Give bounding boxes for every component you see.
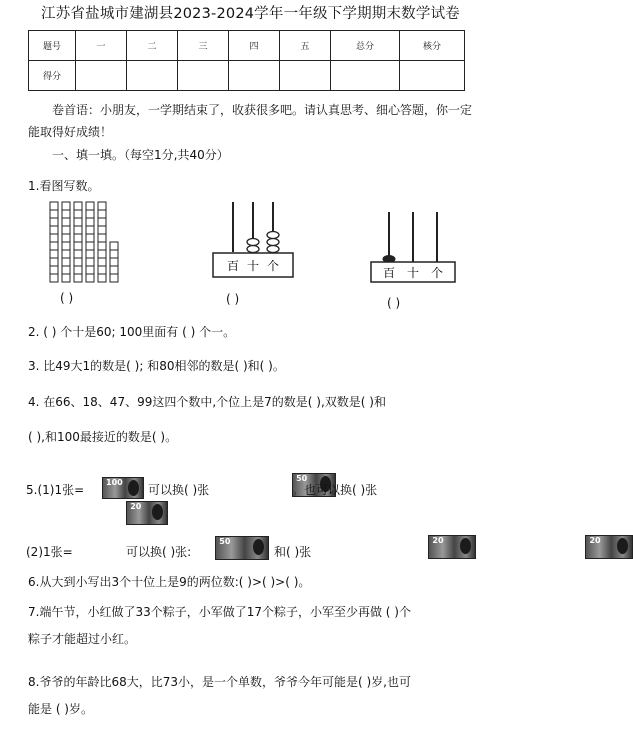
question-5-part-1-label: 5.(1)1张=	[26, 483, 85, 497]
banknote-50	[215, 536, 269, 560]
question-1: 1.看图写数。	[28, 179, 100, 193]
banknote-20	[428, 535, 476, 559]
score-table	[28, 30, 465, 91]
abacus-label-tens: 十	[246, 259, 260, 273]
abacus-label-tens: 十	[406, 266, 420, 280]
header-cell: 二	[127, 31, 178, 61]
question-5-part-1-text-2: 。也可以换( )张	[292, 483, 378, 497]
abacus-label-ones: 个	[430, 266, 444, 280]
banknote-value: 50	[219, 537, 231, 546]
question-4-line-1: 4. 在66、18、47、99这四个数中,个位上是7的数是( ),双数是( )和	[28, 395, 386, 409]
answer-blank-2[interactable]: ( )	[226, 292, 240, 306]
question-7-line-1: 7.端午节，小红做了33个粽子，小军做了17个粽子，小军至少再做 ( )个	[28, 605, 411, 619]
question-4-line-2: ( ),和100最接近的数是( )。	[28, 430, 178, 444]
question-6: 6.从大到小写出3个十位上是9的两位数:( )>( )>( )。	[28, 575, 311, 589]
page-title: 江苏省盐城市建湖县2023-2024学年一年级下学期期末数学试卷	[41, 6, 460, 22]
question-8-line-2: 能是 ( )岁。	[28, 702, 93, 716]
score-cell[interactable]	[229, 61, 280, 91]
abacus-figure-1	[205, 196, 305, 280]
header-cell: 三	[178, 31, 229, 61]
score-cell[interactable]	[280, 61, 331, 91]
question-5-part-1-text: 可以换( )张	[148, 483, 210, 497]
counting-sticks-figure	[40, 196, 150, 288]
answer-blank-1[interactable]: ( )	[60, 291, 74, 305]
score-table-header-row	[29, 31, 465, 61]
banknote-value: 20	[589, 536, 601, 545]
question-7-line-2: 粽子才能超过小红。	[28, 632, 137, 646]
score-table-score-row	[29, 61, 465, 91]
header-cell: 五	[280, 31, 331, 61]
preface-note: 卷首语：小朋友，一学期结束了，收获很多吧。请认真思考、细心答题，你一定能取得好成绩！	[28, 103, 473, 139]
score-cell[interactable]	[331, 61, 400, 91]
row-label: 得分	[29, 61, 76, 91]
score-cell[interactable]	[127, 61, 178, 91]
banknote-20	[126, 501, 168, 525]
answer-blank-3[interactable]: ( )	[387, 296, 401, 310]
header-cell: 核分	[400, 31, 465, 61]
score-cell[interactable]	[400, 61, 465, 91]
header-cell: 总分	[331, 31, 400, 61]
question-2: 2. ( ) 个十是60; 100里面有 ( ) 个一。	[28, 325, 236, 339]
header-cell: 四	[229, 31, 280, 61]
question-3: 3. 比49大1的数是( ); 和80相邻的数是( )和( )。	[28, 359, 285, 373]
abacus-label-ones: 个	[266, 259, 280, 273]
abacus-label-hundreds: 百	[382, 266, 396, 280]
question-5-part-2-and: 和( )张	[274, 545, 312, 559]
header-cell: 题号	[29, 31, 76, 61]
banknote-100	[102, 477, 144, 499]
score-cell[interactable]	[178, 61, 229, 91]
question-5-part-2-label: (2)1张=	[26, 545, 73, 559]
abacus-figure-2	[363, 208, 458, 284]
banknote-value: 50	[296, 474, 308, 483]
banknote-value: 100	[106, 478, 123, 487]
banknote-20	[585, 535, 633, 559]
abacus-label-hundreds: 百	[226, 259, 240, 273]
question-5-part-2-text: 可以换( )张:	[126, 545, 192, 559]
question-8-line-1: 8.爷爷的年龄比68大，比73小，是一个单数，爷爷今年可能是( )岁,也可	[28, 675, 411, 689]
section-heading: 一、填一填。（每空1分,共40分）	[52, 148, 229, 162]
score-cell[interactable]	[76, 61, 127, 91]
header-cell: 一	[76, 31, 127, 61]
banknote-value: 20	[432, 536, 444, 545]
banknote-value: 20	[130, 502, 142, 511]
